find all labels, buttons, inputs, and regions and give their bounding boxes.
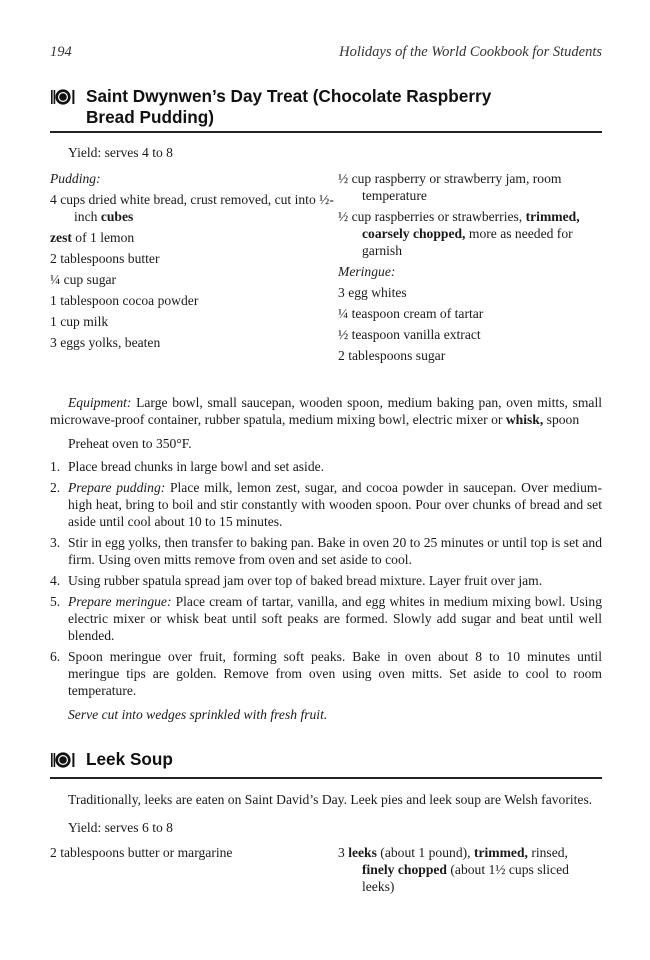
ingredient: 2 tablespoons sugar bbox=[338, 348, 446, 363]
cookbook-page bbox=[50, 44, 602, 899]
equipment-paragraph: Equipment: Large bowl, small saucepan, wooden spoon, medium baking pan, oven mitts, small microwave-proof container, rubber spatula, medium mixing bowl, electric mixer or whisk, spoon bbox=[50, 395, 602, 427]
recipe-heading bbox=[50, 86, 602, 133]
recipe-title bbox=[86, 86, 526, 128]
ingredient: 1 cup milk bbox=[50, 314, 109, 329]
ingredient-column-left bbox=[50, 170, 338, 368]
ingredient-columns bbox=[50, 170, 602, 368]
plate-setting-icon bbox=[50, 749, 86, 774]
serving-note: Serve cut into wedges sprinkled with fresh fruit. bbox=[68, 707, 328, 722]
meringue-heading: Meringue: bbox=[338, 264, 396, 279]
ingredient: 4 cups dried white bread, crust removed, cut into ½-inch cubes bbox=[50, 192, 334, 224]
pudding-heading: Pudding: bbox=[50, 171, 101, 186]
ingredient: 2 tablespoons butter bbox=[50, 251, 160, 266]
recipe-title: Leek Soup bbox=[86, 749, 173, 769]
ingredient: ½ teaspoon vanilla extract bbox=[338, 327, 481, 342]
page-number: 194 bbox=[50, 44, 72, 60]
ingredient-column-right bbox=[338, 844, 602, 899]
ingredient: 3 leeks (about 1 pound), trimmed, rinsed, finely chopped (about 1½ cups sliced leeks) bbox=[338, 845, 569, 894]
ingredient: 1 tablespoon cocoa powder bbox=[50, 293, 199, 308]
ingredient: ½ cup raspberry or strawberry jam, room temperature bbox=[338, 171, 562, 203]
instruction-list bbox=[50, 458, 602, 699]
ingredient: zest of 1 lemon bbox=[50, 230, 135, 245]
instruction-step: 4. Using rubber spatula spread jam over top of baked bread mixture. Layer fruit over jam. bbox=[50, 573, 543, 588]
instruction-step: 2. Prepare pudding: Place milk, lemon zest, sugar, and cocoa powder in saucepan. Over medium-high heat, bring to boil and stir constantly with wooden spoon. Pour over chunks of bread and set aside until cool about 10 to 15 minutes. bbox=[50, 480, 602, 529]
preheat-note: Preheat oven to 350°F. bbox=[68, 436, 192, 451]
ingredient-columns bbox=[50, 844, 602, 899]
intro-paragraph: Traditionally, leeks are eaten on Saint David’s Day. Leek pies and leek soup are Welsh favorites. bbox=[68, 792, 593, 807]
recipe-heading bbox=[50, 749, 602, 779]
ingredient: 3 eggs yolks, beaten bbox=[50, 335, 161, 350]
recipe-title-line: Saint Dwynwen’s Day Treat (Chocolate Raspberry bbox=[86, 86, 492, 106]
ingredient-column-right bbox=[338, 170, 602, 368]
instruction-step: 5. Prepare meringue: Place cream of tartar, vanilla, and egg whites in medium mixing bowl. Using electric mixer or whisk beat until soft peaks are formed. Slowly add sugar and beat until well blended. bbox=[50, 594, 602, 643]
ingredient: ½ cup raspberries or strawberries, trimmed, coarsely chopped, more as needed for garnish bbox=[338, 209, 580, 258]
yield: Yield: serves 6 to 8 bbox=[68, 820, 173, 835]
ingredient: ¼ teaspoon cream of tartar bbox=[338, 306, 484, 321]
ingredient: ¼ cup sugar bbox=[50, 272, 117, 287]
ingredient: 2 tablespoons butter or margarine bbox=[50, 845, 233, 860]
ingredient-column-left bbox=[50, 844, 338, 899]
book-title: Holidays of the World Cookbook for Students bbox=[339, 44, 602, 60]
running-head bbox=[50, 44, 602, 64]
instruction-step: 1. Place bread chunks in large bowl and set aside. bbox=[50, 459, 325, 474]
ingredient: 3 egg whites bbox=[338, 285, 407, 300]
instruction-step: 6. Spoon meringue over fruit, forming soft peaks. Bake in oven about 8 to 10 minutes until meringue tips are golden. Remove from oven using oven mitts. Set aside to cool to room temperature. bbox=[50, 649, 602, 698]
instruction-step: 3. Stir in egg yolks, then transfer to baking pan. Bake in oven 20 to 25 minutes or until top is set and firm. Using oven mitts remove from oven and set aside to cool. bbox=[50, 535, 602, 567]
yield: Yield: serves 4 to 8 bbox=[68, 145, 173, 160]
recipe-title-line: Bread Pudding) bbox=[86, 107, 214, 127]
plate-setting-icon bbox=[50, 86, 86, 111]
